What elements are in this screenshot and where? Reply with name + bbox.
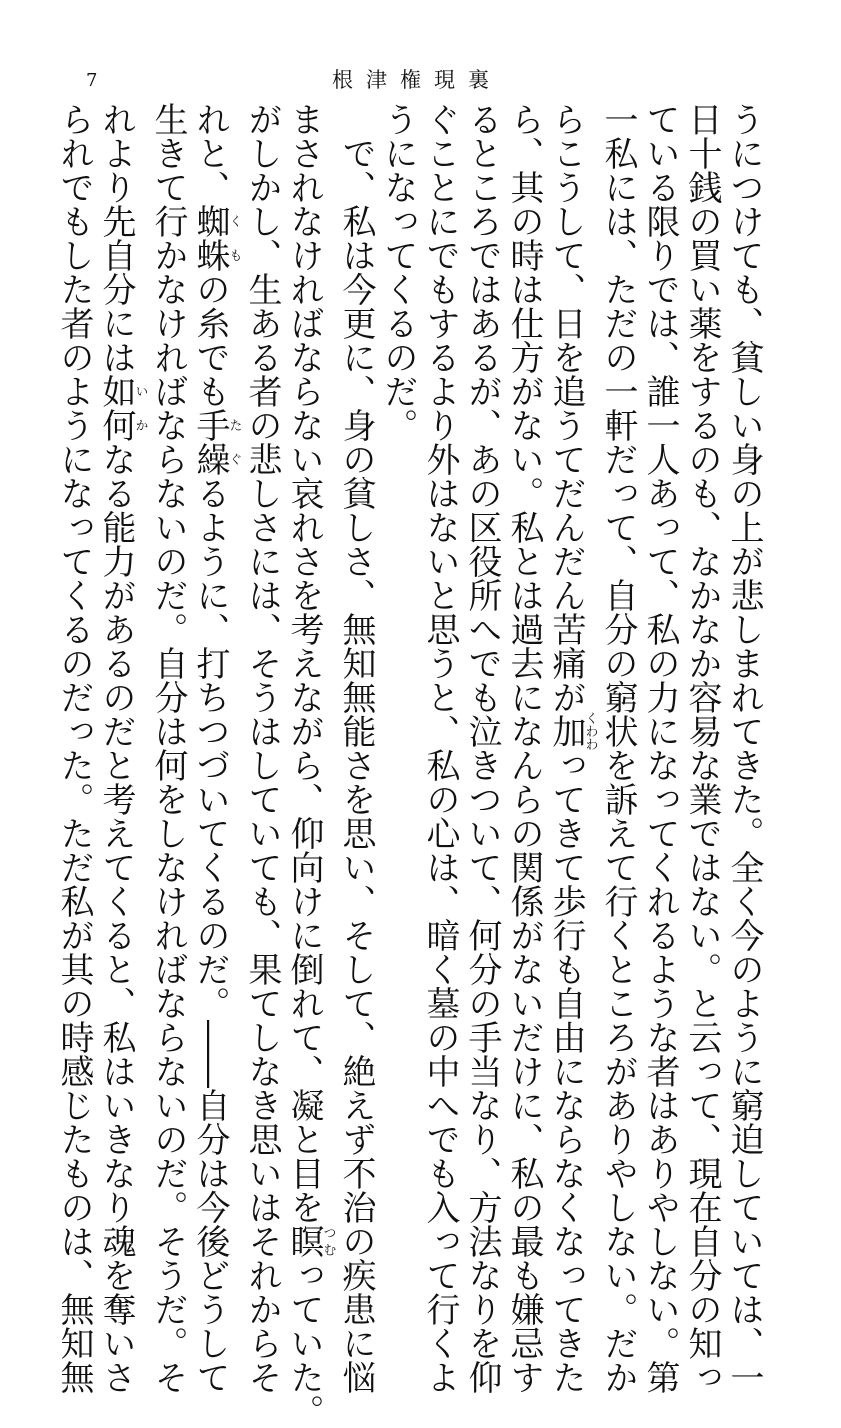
text-column: で、私は今更に、身の貧しさ、無知無能さを思い、そして、絶えず不治の疾患に悩 xyxy=(336,102,376,1394)
furigana: 加くわわ xyxy=(546,711,598,751)
text-column: らこうして、日を追うてだんだん苦痛が加くわわってきて歩行も自由にならなくなってきた xyxy=(546,102,598,1394)
text-column: ている限りでは、誰一人あって、私の力になってくれるような者はありやしない。第 xyxy=(640,102,680,1394)
running-title: 根津権現裏 xyxy=(332,68,502,92)
text-column: 生きて行かなければならないのだ。自分は何をしなければならないのだ。そうだ。そ xyxy=(148,102,188,1394)
furigana: 如何いか xyxy=(96,374,148,442)
text-column: がしかし、生ある者の悲しさには、そうはしていても、果てしなき思いはそれからそ xyxy=(242,102,282,1394)
furigana: 瞑つむ xyxy=(284,1224,336,1258)
furigana: 蜘蛛くも xyxy=(190,204,242,272)
text-column: られでもした者のようになってくるのだった。ただ私が其の時感じたものは、無知無 xyxy=(54,102,94,1394)
text-column: ら、其の時は仕方がない。私とは過去になんらの関係がないだけに、私の最も嫌忌す xyxy=(504,102,544,1394)
text-column: 日十銭の買い薬をするのも、なかなか容易な業ではない。と云って、現在自分の知っ xyxy=(682,102,722,1394)
page-number: 7 xyxy=(86,70,98,91)
text-column: うにつけても、貧しい身の上が悲しまれてきた。全く今のように窮迫していては、一 xyxy=(724,102,764,1394)
text-column: れと、蜘蛛くもの糸でも手繰たぐるように、打ちつづいてくるのだ。――自分は今後どうして xyxy=(190,102,242,1394)
text-column: まされなければならない哀れさを考えながら、仰向けに倒れて、凝と目を瞑つむっていた。 xyxy=(284,102,336,1428)
vertical-body-text xyxy=(54,102,765,1428)
text-column: るところではあるが、あの区役所へでも泣きついて、何分の手当なり、方法なりを仰 xyxy=(462,102,502,1394)
furigana: 手繰たぐ xyxy=(190,408,242,476)
text-column: ぐことにでもするより外はないと思うと、私の心は、暗く墓の中へでも入って行くよ xyxy=(420,102,460,1394)
text-column: うになってくるのだ。 xyxy=(378,102,418,442)
text-column: れより先自分には如何いかなる能力があるのだと考えてくると、私はいきなり魂を奪いさ xyxy=(96,102,148,1394)
text-column: 一私には、ただの一軒だって、自分の窮状を訴えて行くところがありやしない。だか xyxy=(598,102,638,1394)
